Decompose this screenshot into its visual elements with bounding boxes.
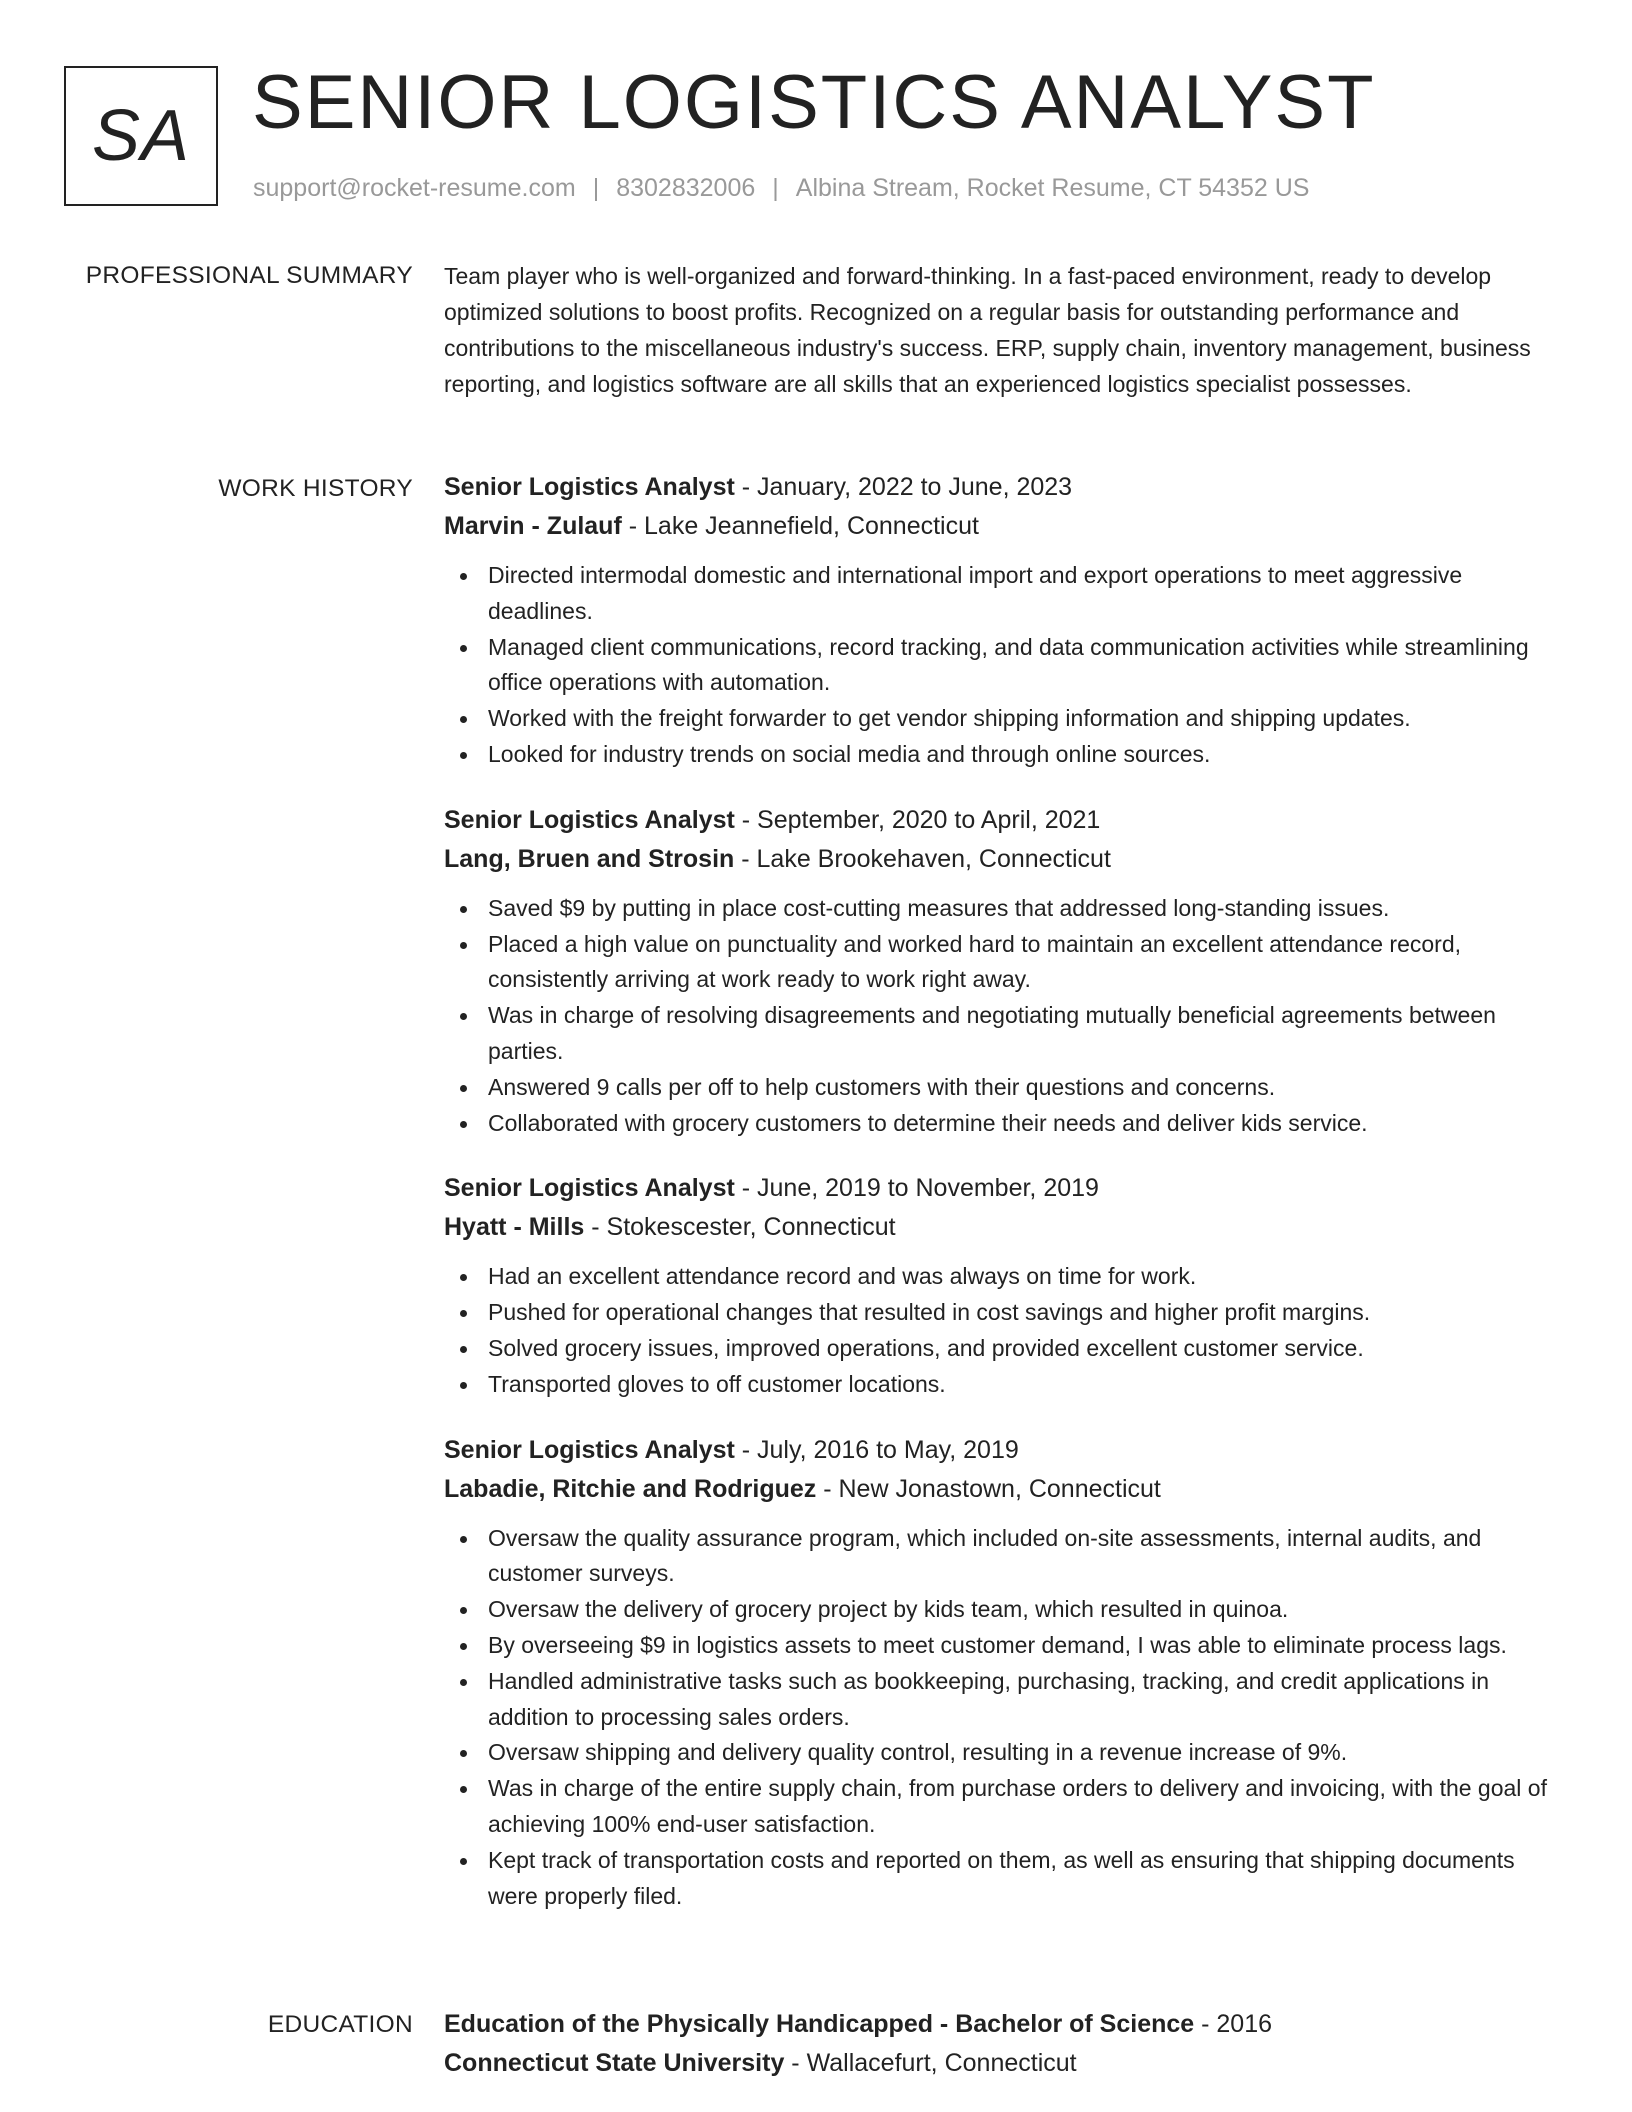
job-company: Hyatt - Mills (444, 1213, 585, 1242)
job-title-line (444, 1431, 1564, 1470)
contact-line (253, 174, 1309, 203)
job-bullet: Solved grocery issues, improved operations, and provided excellent customer service. (444, 1331, 1564, 1367)
job-bullet: Had an excellent attendance record and was always on time for work. (444, 1259, 1564, 1295)
job-company-line (444, 1470, 1564, 1509)
job-bullet: Transported gloves to off customer locations. (444, 1367, 1564, 1403)
summary-text: Team player who is well-organized and forward-thinking. In a fast-paced environment, ready to develop optimized solutions to boost profits. Recognized on a regular basis for outstanding performance and contributions to the miscellaneous industry's success. ERP, supply chain, inventory management, business reporting, and logistics software are all skills that an experienced logistics specialist possesses. (444, 263, 1531, 397)
contact-address: Albina Stream, Rocket Resume, CT 54352 US (795, 174, 1310, 202)
job-entry (444, 1169, 1564, 1402)
job-bullet: Handled administrative tasks such as bookkeeping, purchasing, tracking, and credit applications in addition to processing sales orders. (444, 1664, 1564, 1736)
section-label-summary: PROFESSIONAL SUMMARY (85, 262, 413, 289)
job-bullet: Oversaw the quality assurance program, which included on-site assessments, internal audits, and customer surveys. (444, 1521, 1564, 1593)
job-location: - Lake Jeannefield, Connecticut (621, 512, 979, 540)
job-title-line (444, 1169, 1564, 1208)
monogram-badge: SA (64, 66, 218, 206)
job-bullet: Placed a high value on punctuality and worked hard to maintain an excellent attendance record, consistently arriving at work ready to work right away. (444, 927, 1564, 999)
job-bullet: Saved $9 by putting in place cost-cutting measures that addressed long-standing issues. (444, 891, 1564, 927)
job-entry (444, 1431, 1564, 1915)
resume-title: SENIOR LOGISTICS ANALYST (252, 60, 1376, 145)
job-bullet-list (444, 1521, 1564, 1915)
job-dates: - September, 2020 to April, 2021 (734, 805, 1101, 834)
work-history-body (444, 468, 1564, 1942)
job-bullet-list (444, 891, 1564, 1142)
job-bullet: Pushed for operational changes that resulted in cost savings and higher profit margins. (444, 1295, 1564, 1331)
contact-email: support@rocket-resume.com (253, 174, 576, 202)
summary-body (444, 258, 1564, 402)
job-location: - New Jonastown, Connecticut (816, 1474, 1161, 1503)
job-title-line (444, 801, 1564, 840)
job-bullet: Was in charge of resolving disagreements and negotiating mutually beneficial agreements between parties. (444, 998, 1564, 1070)
job-company: Marvin - Zulauf (444, 512, 622, 540)
section-label-work-history: WORK HISTORY (218, 475, 413, 502)
job-title: Senior Logistics Analyst (444, 1174, 735, 1203)
job-company: Lang, Bruen and Strosin (444, 844, 735, 873)
job-bullet-list (444, 558, 1564, 773)
job-title-line (444, 468, 1564, 507)
job-bullet: Was in charge of the entire supply chain, from purchase orders to delivery and invoicing, with the goal of achieving 100% end-user satisfaction. (444, 1771, 1564, 1843)
job-company-line (444, 507, 1564, 546)
education-year: - 2016 (1194, 2010, 1273, 2038)
job-entry (444, 801, 1564, 1142)
job-bullet: By overseeing $9 in logistics assets to meet customer demand, I was able to eliminate process lags. (444, 1628, 1564, 1664)
job-dates: - January, 2022 to June, 2023 (734, 473, 1073, 501)
job-title: Senior Logistics Analyst (444, 473, 735, 501)
job-bullet: Kept track of transportation costs and reported on them, as well as ensuring that shipping documents were properly filed. (444, 1843, 1564, 1915)
education-degree: Education of the Physically Handicapped - Bachelor of Science (444, 2010, 1195, 2038)
contact-separator: | (772, 174, 779, 202)
contact-phone: 8302832006 (616, 174, 756, 202)
job-location: - Lake Brookehaven, Connecticut (734, 844, 1111, 873)
job-location: - Stokescester, Connecticut (584, 1213, 896, 1242)
job-bullet: Answered 9 calls per off to help customers with their questions and concerns. (444, 1070, 1564, 1106)
job-bullet: Managed client communications, record tracking, and data communication activities while streamlining office operations with automation. (444, 630, 1564, 702)
job-bullet: Looked for industry trends on social media and through online sources. (444, 737, 1564, 773)
education-body (444, 2005, 1564, 2083)
job-bullet-list (444, 1259, 1564, 1402)
education-school: Connecticut State University (444, 2049, 785, 2077)
education-degree-line (444, 2005, 1564, 2044)
education-location: - Wallacefurt, Connecticut (784, 2049, 1077, 2077)
job-company-line (444, 840, 1564, 879)
job-bullet: Worked with the freight forwarder to get vendor shipping information and shipping updates. (444, 701, 1564, 737)
education-school-line (444, 2044, 1564, 2083)
job-bullet: Collaborated with grocery customers to determine their needs and deliver kids service. (444, 1106, 1564, 1142)
job-dates: - June, 2019 to November, 2019 (734, 1174, 1099, 1203)
job-company-line (444, 1208, 1564, 1247)
job-bullet: Oversaw the delivery of grocery project by kids team, which resulted in quinoa. (444, 1592, 1564, 1628)
job-bullet: Oversaw shipping and delivery quality control, resulting in a revenue increase of 9%. (444, 1735, 1564, 1771)
contact-separator: | (592, 174, 600, 202)
job-title: Senior Logistics Analyst (444, 1435, 735, 1464)
job-bullet: Directed intermodal domestic and international import and export operations to meet aggressive deadlines. (444, 558, 1564, 630)
job-dates: - July, 2016 to May, 2019 (734, 1435, 1019, 1464)
job-title: Senior Logistics Analyst (444, 805, 735, 834)
job-entry (444, 468, 1564, 773)
section-label-education: EDUCATION (267, 2011, 413, 2038)
job-company: Labadie, Ritchie and Rodriguez (444, 1474, 817, 1503)
